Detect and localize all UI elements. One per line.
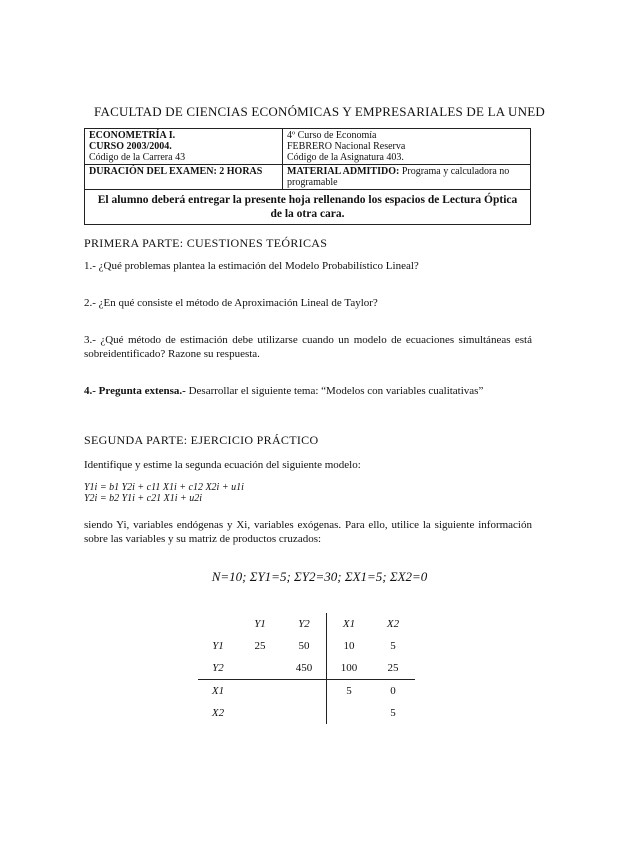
row-header: X2 bbox=[211, 707, 225, 719]
subject-code-label: Código de la Asignatura 403. bbox=[287, 152, 404, 163]
part2-heading: SEGUNDA PARTE: EJERCICIO PRÁCTICO bbox=[84, 433, 319, 447]
table-cell: 5 bbox=[346, 685, 352, 697]
table-cell bbox=[282, 702, 327, 724]
subject-label: ECONOMETRÍA I. bbox=[89, 130, 176, 141]
exam-header-table bbox=[84, 128, 531, 225]
row-header: X1 bbox=[211, 685, 225, 697]
table-cell: 25 bbox=[254, 640, 266, 652]
page-title: FACULTAD DE CIENCIAS ECONÓMICAS Y EMPRESARIALES DE LA UNED bbox=[94, 104, 545, 119]
col-header: Y2 bbox=[282, 613, 327, 635]
table-cell: 5 bbox=[390, 707, 396, 719]
table-cell bbox=[238, 680, 282, 703]
table-cell: 5 bbox=[390, 640, 396, 652]
row-header: Y2 bbox=[198, 657, 238, 680]
table-cell: 50 bbox=[282, 635, 327, 657]
exam-info-right bbox=[283, 129, 531, 165]
table-cell bbox=[282, 680, 327, 703]
table-cell bbox=[327, 702, 372, 724]
exercise-intro: Identifique y estime la segunda ecuación del siguiente modelo: bbox=[84, 459, 361, 471]
table-row bbox=[198, 702, 415, 724]
question-2: 2.- ¿En qué consiste el método de Aproximación Lineal de Taylor? bbox=[84, 297, 378, 309]
question-1: 1.- ¿Qué problemas plantea la estimación del Modelo Probabilístico Lineal? bbox=[84, 260, 419, 272]
model-equations bbox=[84, 482, 244, 504]
part1-heading: PRIMERA PARTE: CUESTIONES TEÓRICAS bbox=[84, 236, 328, 250]
duration-label: DURACIÓN DEL EXAMEN: 2 HORAS bbox=[89, 166, 263, 177]
year-label: 4º Curso de Economía bbox=[287, 130, 377, 141]
duration-cell bbox=[85, 165, 283, 190]
career-code-label: Código de la Carrera 43 bbox=[89, 152, 186, 163]
table-row bbox=[198, 657, 415, 680]
question-4 bbox=[84, 384, 532, 398]
equation-2: Y2i = b2 Y1i + c21 X1i + u2i bbox=[84, 493, 203, 504]
notice-banner: El alumno deberá entregar la presente hoja rellenando los espacios de Lectura Óptica de la otra cara. bbox=[85, 190, 531, 225]
col-header: Y1 bbox=[254, 618, 266, 630]
sums-line: N=10; ΣY1=5; ΣY2=30; ΣX1=5; ΣX2=0 bbox=[211, 569, 428, 584]
material-label: MATERIAL ADMITIDO: bbox=[287, 166, 400, 177]
table-row bbox=[198, 635, 415, 657]
table-cell: 100 bbox=[327, 657, 372, 680]
material-cell bbox=[283, 165, 531, 190]
question-4-label: 4.- Pregunta extensa.- bbox=[84, 385, 186, 397]
table-cell bbox=[238, 702, 282, 724]
table-cell: 25 bbox=[371, 657, 415, 680]
table-cell bbox=[238, 657, 282, 680]
table-header-row bbox=[198, 613, 415, 635]
question-4-text: Desarrollar el siguiente tema: “Modelos con variables cualitativas” bbox=[185, 385, 484, 397]
session-label: FEBRERO Nacional Reserva bbox=[287, 141, 406, 152]
col-header: X2 bbox=[386, 618, 400, 630]
col-header: X1 bbox=[342, 618, 356, 630]
row-header: Y1 bbox=[212, 640, 224, 652]
table-cell: 10 bbox=[343, 640, 355, 652]
exam-info-left bbox=[85, 129, 283, 165]
table-cell: 450 bbox=[282, 657, 327, 680]
table-cell: 0 bbox=[390, 685, 396, 697]
course-label: CURSO 2003/2004. bbox=[89, 141, 172, 152]
equation-1: Y1i = b1 Y2i + c11 X1i + c12 X2i + u1i bbox=[84, 482, 244, 493]
table-row bbox=[198, 680, 415, 703]
exercise-text: siendo Yi, variables endógenas y Xi, variables exógenas. Para ello, utilice la siguiente información sobre las variables y su matriz de productos cruzados: bbox=[84, 519, 532, 545]
cross-products-table bbox=[198, 613, 415, 724]
question-3: 3.- ¿Qué método de estimación debe utilizarse cuando un modelo de ecuaciones simultáneas está sobreidentificado? Razone su respuesta. bbox=[84, 334, 532, 360]
material-value: Programa y calculadora no programable bbox=[287, 166, 510, 188]
